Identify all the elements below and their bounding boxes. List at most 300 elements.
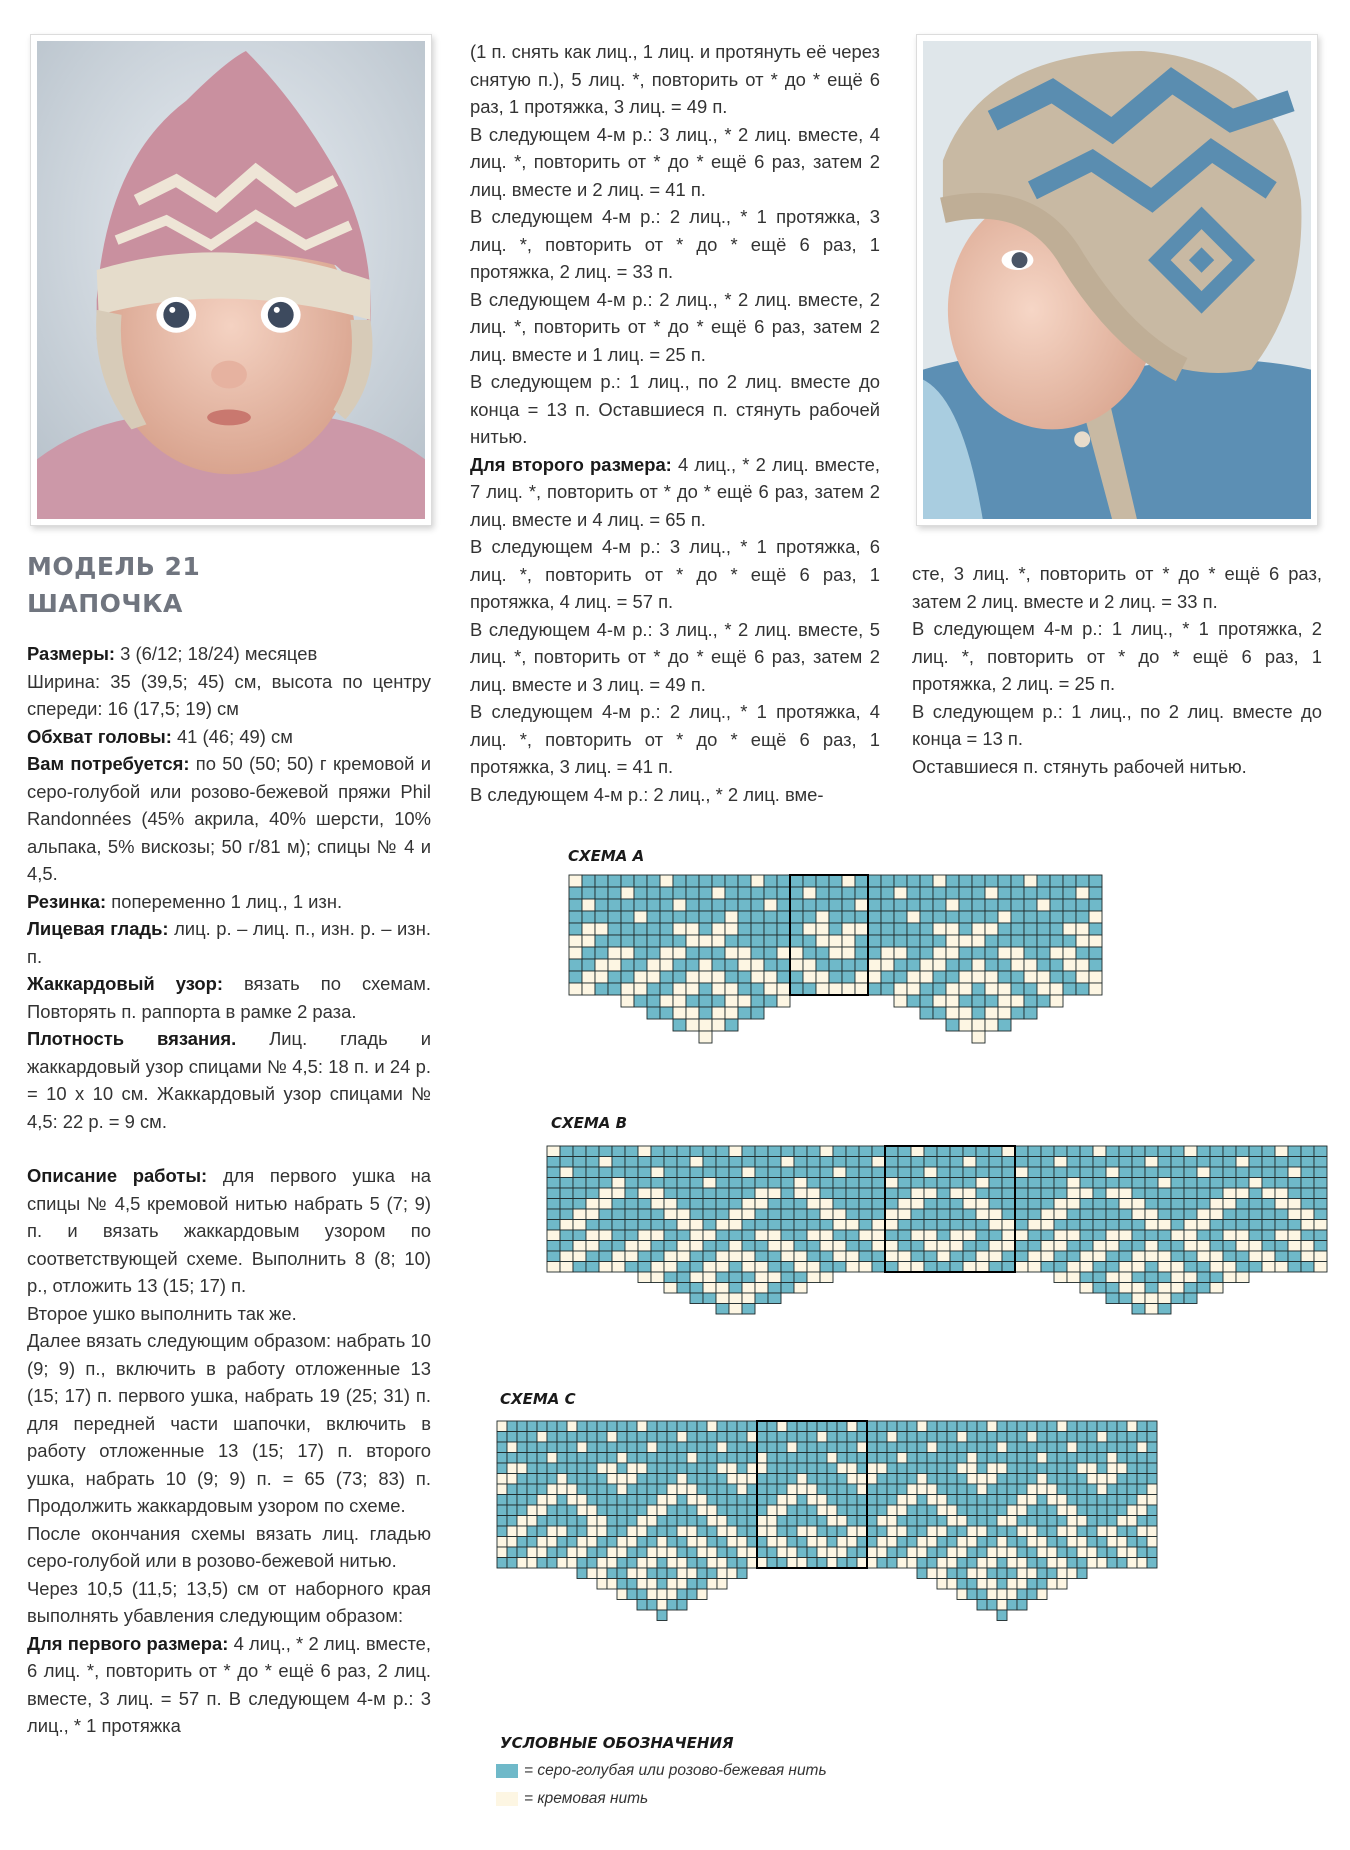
- chart-cell: [527, 1421, 537, 1432]
- chart-cell: [947, 1432, 957, 1443]
- chart-cell: [667, 1547, 677, 1558]
- chart-cell: [1145, 1199, 1158, 1210]
- chart-cell: [1057, 1463, 1067, 1474]
- chart-cell: [1210, 1220, 1223, 1231]
- chart-cell: [582, 911, 595, 923]
- chart-cell: [1093, 1272, 1106, 1283]
- chart-cell: [764, 899, 777, 911]
- chart-cell: [1145, 1157, 1158, 1168]
- chart-cell: [1210, 1167, 1223, 1178]
- chart-cell: [1080, 1178, 1093, 1189]
- chart-cell: [567, 1421, 577, 1432]
- chart-cell: [867, 1516, 877, 1527]
- chart-cell: [657, 1600, 667, 1611]
- chart-cell: [617, 1421, 627, 1432]
- chart-cell: [667, 1484, 677, 1495]
- chart-cell: [937, 1262, 950, 1273]
- chart-cell: [1011, 875, 1024, 887]
- chart-cell: [577, 1495, 587, 1506]
- chart-cell: [1017, 1453, 1027, 1464]
- chart-cell: [1037, 1558, 1047, 1569]
- chart-cell: [573, 1241, 586, 1252]
- chart-cell: [1002, 1262, 1015, 1273]
- chart-cell: [1077, 1526, 1087, 1537]
- chart-cell: [707, 1516, 717, 1527]
- chart-cell: [573, 1178, 586, 1189]
- chart-cell: [1063, 983, 1076, 995]
- paragraph-text: В следующем 4-м р.: 2 лиц., * 1 протяжка, 3 лиц. *, повторить от * до * ещё 6 раз, 1 протяжка, 2 лиц. = 33 п.: [470, 206, 880, 282]
- chart-cell: [587, 1547, 597, 1558]
- chart-cell: [777, 1432, 787, 1443]
- chart-cell: [1275, 1251, 1288, 1262]
- chart-cell: [687, 1442, 697, 1453]
- chart-cell: [768, 1262, 781, 1273]
- chart-cell: [1097, 1474, 1107, 1485]
- chart-cell: [1288, 1241, 1301, 1252]
- chart-cell: [1223, 1199, 1236, 1210]
- chart-cell: [716, 1262, 729, 1273]
- chart-cell: [717, 1432, 727, 1443]
- chart-cell: [937, 1241, 950, 1252]
- chart-cell: [757, 1516, 767, 1527]
- chart-cell: [989, 1241, 1002, 1252]
- chart-cell: [827, 1516, 837, 1527]
- chart-cell: [1236, 1230, 1249, 1241]
- chart-cell: [599, 1220, 612, 1231]
- chart-cell: [1210, 1146, 1223, 1157]
- chart-cell: [727, 1495, 737, 1506]
- chart-cell: [1210, 1241, 1223, 1252]
- chart-cell: [664, 1220, 677, 1231]
- chart-cell: [1314, 1178, 1327, 1189]
- chart-cell: [1117, 1453, 1127, 1464]
- chart-cell: [1249, 1188, 1262, 1199]
- chart-cell: [1145, 1178, 1158, 1189]
- chart-cell: [657, 1537, 667, 1548]
- chart-cell: [716, 1241, 729, 1252]
- chart-cell: [1249, 1178, 1262, 1189]
- chart-cell: [1127, 1463, 1137, 1474]
- chart-cell: [725, 983, 738, 995]
- chart-cell: [1262, 1220, 1275, 1231]
- chart-cell: [1197, 1283, 1210, 1294]
- chart-cell: [963, 1157, 976, 1168]
- chart-cell: [947, 1558, 957, 1569]
- chart-cell: [587, 1526, 597, 1537]
- chart-cell: [985, 935, 998, 947]
- chart-cell: [1017, 1432, 1027, 1443]
- legend-title: УСЛОВНЫЕ ОБОЗНАЧЕНИЯ: [500, 1734, 734, 1752]
- chart-cell: [1007, 1558, 1017, 1569]
- chart-cell: [907, 1505, 917, 1516]
- chart-cell: [1132, 1220, 1145, 1231]
- chart-cell: [634, 971, 647, 983]
- chart-cell: [687, 1516, 697, 1527]
- chart-cell: [587, 1484, 597, 1495]
- chart-cell: [517, 1421, 527, 1432]
- chart-cell: [707, 1474, 717, 1485]
- chart-cell: [998, 935, 1011, 947]
- chart-cell: [927, 1526, 937, 1537]
- chart-cell: [867, 1558, 877, 1569]
- chart-cell: [1262, 1178, 1275, 1189]
- chart-cell: [1106, 1251, 1119, 1262]
- chart-cell: [977, 1589, 987, 1600]
- chart-cell: [1184, 1272, 1197, 1283]
- chart-cell: [933, 959, 946, 971]
- chart-cell: [690, 1293, 703, 1304]
- chart-cell: [807, 1220, 820, 1231]
- chart-cell: [937, 1505, 947, 1516]
- chart-cell: [687, 1589, 697, 1600]
- chart-cell: [599, 1188, 612, 1199]
- chart-cell: [677, 1547, 687, 1558]
- chart-cell: [625, 1209, 638, 1220]
- chart-cell: [717, 1442, 727, 1453]
- chart-cell: [911, 1209, 924, 1220]
- chart-cell: [517, 1537, 527, 1548]
- chart-cell: [673, 923, 686, 935]
- chart-cell: [699, 1031, 712, 1043]
- swatch-cream-icon: [496, 1792, 518, 1806]
- chart-cell: [657, 1421, 667, 1432]
- chart-cell: [946, 1019, 959, 1031]
- chart-cell: [947, 1495, 957, 1506]
- chart-cell: [807, 1251, 820, 1262]
- chart-cell: [1015, 1220, 1028, 1231]
- chart-cell: [898, 1251, 911, 1262]
- chart-cell: [1147, 1484, 1157, 1495]
- chart-cell: [1158, 1178, 1171, 1189]
- chart-cell: [1275, 1241, 1288, 1252]
- chart-cell: [867, 1442, 877, 1453]
- chart-cell: [977, 1421, 987, 1432]
- chart-cell: [569, 887, 582, 899]
- chart-cell: [1132, 1262, 1145, 1273]
- chart-cell: [1017, 1589, 1027, 1600]
- chart-cell: [807, 1199, 820, 1210]
- chart-cell: [907, 1453, 917, 1464]
- chart-cell: [946, 935, 959, 947]
- chart-cell: [842, 911, 855, 923]
- chart-cell: [1275, 1209, 1288, 1220]
- chart-cell: [946, 911, 959, 923]
- chart-cell: [747, 1463, 757, 1474]
- chart-cell: [907, 911, 920, 923]
- chart-cell: [1171, 1209, 1184, 1220]
- paragraph-heading: Размеры:: [27, 643, 116, 664]
- chart-cell: [972, 911, 985, 923]
- chart-cell: [1077, 1453, 1087, 1464]
- chart-cell: [1089, 971, 1102, 983]
- chart-cell: [587, 1453, 597, 1464]
- chart-cell: [569, 959, 582, 971]
- chart-cell: [667, 1516, 677, 1527]
- chart-cell: [917, 1432, 927, 1443]
- chart-cell: [816, 947, 829, 959]
- chart-cell: [1011, 971, 1024, 983]
- chart-cell: [827, 1421, 837, 1432]
- chart-cell: [664, 1209, 677, 1220]
- chart-cell: [764, 971, 777, 983]
- chart-cell: [1171, 1262, 1184, 1273]
- chart-cell: [727, 1558, 737, 1569]
- chart-cell: [725, 935, 738, 947]
- chart-cell: [607, 1558, 617, 1569]
- chart-cell: [1236, 1209, 1249, 1220]
- chart-cell: [946, 995, 959, 1007]
- chart-cell: [627, 1484, 637, 1495]
- chart-cell: [777, 1463, 787, 1474]
- chart-cell: [586, 1220, 599, 1231]
- chart-cell: [767, 1516, 777, 1527]
- chart-cell: [1171, 1230, 1184, 1241]
- chart-cell: [985, 983, 998, 995]
- chart-cell: [768, 1178, 781, 1189]
- chart-cell: [1047, 1463, 1057, 1474]
- chart-cell: [827, 1463, 837, 1474]
- paragraph-text: В следующем 4-м р.: 2 лиц., * 1 протяжка, 4 лиц. *, повторить от * до * ещё 6 раз, 1 протяжка, 3 лиц. = 41 п.: [470, 701, 880, 777]
- chart-cell: [717, 1484, 727, 1495]
- chart-cell: [1050, 899, 1063, 911]
- paragraph-text: Ширина: 35 (39,5; 45) см, высота по центру спереди: 16 (17,5; 19) см: [27, 670, 431, 719]
- chart-cell: [757, 1484, 767, 1495]
- chart-cell: [997, 1484, 1007, 1495]
- chart-cell: [597, 1453, 607, 1464]
- chart-cell: [660, 887, 673, 899]
- photo-baby-blue-hat: [916, 34, 1318, 526]
- chart-cell: [657, 1484, 667, 1495]
- chart-cell: [660, 995, 673, 1007]
- chart-cell: [987, 1463, 997, 1474]
- chart-cell: [1024, 947, 1037, 959]
- chart-cell: [1047, 1537, 1057, 1548]
- chart-cell: [807, 1484, 817, 1495]
- chart-cell: [897, 1516, 907, 1527]
- chart-cell: [638, 1146, 651, 1157]
- chart-cell: [1087, 1463, 1097, 1474]
- chart-cell: [742, 1188, 755, 1199]
- chart-cell: [547, 1157, 560, 1168]
- chart-cell: [597, 1484, 607, 1495]
- chart-cell: [907, 995, 920, 1007]
- chart-cell: [1041, 1220, 1054, 1231]
- chart-cell: [664, 1167, 677, 1178]
- chart-cell: [747, 1432, 757, 1443]
- chart-cell: [907, 923, 920, 935]
- chart-cell: [677, 1220, 690, 1231]
- chart-cell: [897, 1442, 907, 1453]
- chart-cell: [747, 1516, 757, 1527]
- chart-cell: [957, 1474, 967, 1485]
- chart-cell: [1087, 1474, 1097, 1485]
- chart-cell: [1087, 1421, 1097, 1432]
- paragraph: [470, 38, 880, 121]
- chart-cell: [677, 1209, 690, 1220]
- chart-cell: [1087, 1526, 1097, 1537]
- chart-cell: [1145, 1220, 1158, 1231]
- chart-cell: [1077, 1442, 1087, 1453]
- chart-cell: [717, 1516, 727, 1527]
- chart-cell: [621, 935, 634, 947]
- chart-cell: [677, 1167, 690, 1178]
- chart-cell: [716, 1251, 729, 1262]
- chart-cell: [920, 887, 933, 899]
- chart-cell: [907, 935, 920, 947]
- chart-cell: [976, 1146, 989, 1157]
- chart-cell: [1054, 1199, 1067, 1210]
- chart-cell: [595, 911, 608, 923]
- chart-cell: [1236, 1199, 1249, 1210]
- chart-cell: [1011, 983, 1024, 995]
- chart-cell: [842, 875, 855, 887]
- chart-cell: [677, 1199, 690, 1210]
- chart-cell: [1158, 1304, 1171, 1315]
- chart-cell: [497, 1463, 507, 1474]
- chart-cell: [712, 935, 725, 947]
- chart-cell: [764, 995, 777, 1007]
- chart-cell: [859, 1199, 872, 1210]
- chart-cell: [1028, 1178, 1041, 1189]
- chart-cell: [924, 1241, 937, 1252]
- chart-cell: [855, 935, 868, 947]
- chart-cell: [587, 1474, 597, 1485]
- chart-cell: [777, 911, 790, 923]
- chart-cell: [924, 1262, 937, 1273]
- chart-cell: [716, 1167, 729, 1178]
- chart-cell: [677, 1484, 687, 1495]
- chart-cell: [794, 1178, 807, 1189]
- chart-cell: [527, 1453, 537, 1464]
- chart-cell: [977, 1495, 987, 1506]
- chart-cell: [1288, 1199, 1301, 1210]
- chart-cell: [1107, 1442, 1117, 1453]
- chart-cell: [887, 1453, 897, 1464]
- chart-cell: [1236, 1178, 1249, 1189]
- chart-cell: [677, 1463, 687, 1474]
- chart-cell: [917, 1547, 927, 1558]
- chart-cell: [727, 1484, 737, 1495]
- chart-cell: [1132, 1157, 1145, 1168]
- chart-cell: [920, 899, 933, 911]
- chart-cell: [768, 1188, 781, 1199]
- chart-cell: [638, 1199, 651, 1210]
- chart-cell: [1028, 1146, 1041, 1157]
- chart-cell: [959, 947, 972, 959]
- chart-cell: [1127, 1526, 1137, 1537]
- chart-cell: [898, 1167, 911, 1178]
- chart-cell: [717, 1579, 727, 1590]
- chart-cell: [537, 1495, 547, 1506]
- chart-cell: [777, 971, 790, 983]
- chart-cell: [768, 1230, 781, 1241]
- chart-cell: [881, 875, 894, 887]
- chart-cell: [1301, 1220, 1314, 1231]
- chart-cell: [1027, 1526, 1037, 1537]
- chart-cell: [657, 1442, 667, 1453]
- chart-cell: [677, 1157, 690, 1168]
- chart-cell: [1050, 887, 1063, 899]
- chart-cell: [911, 1157, 924, 1168]
- chart-cell: [924, 1178, 937, 1189]
- chart-cell: [911, 1220, 924, 1231]
- chart-cell: [560, 1262, 573, 1273]
- chart-cell: [1275, 1199, 1288, 1210]
- chart-cell: [547, 1474, 557, 1485]
- chart-cell: [917, 1442, 927, 1453]
- chart-cell: [859, 1251, 872, 1262]
- chart-cell: [1017, 1442, 1027, 1453]
- chart-cell: [608, 923, 621, 935]
- chart-cell: [638, 1209, 651, 1220]
- chart-cell: [647, 1007, 660, 1019]
- chart-cell: [612, 1167, 625, 1178]
- chart-cell: [647, 947, 660, 959]
- chart-cell: [1097, 1516, 1107, 1527]
- chart-cell: [712, 947, 725, 959]
- chart-cell: [751, 923, 764, 935]
- chart-cell: [967, 1505, 977, 1516]
- chart-cell: [621, 923, 634, 935]
- chart-cell: [621, 995, 634, 1007]
- chart-cell: [777, 1484, 787, 1495]
- chart-cell: [1106, 1220, 1119, 1231]
- chart-cell: [755, 1241, 768, 1252]
- chart-cell: [820, 1220, 833, 1231]
- chart-cell: [829, 899, 842, 911]
- chart-cell: [587, 1558, 597, 1569]
- chart-cell: [976, 1178, 989, 1189]
- chart-cell: [997, 1463, 1007, 1474]
- paragraph-heading: Лицевая гладь:: [27, 918, 169, 939]
- chart-cell: [747, 1421, 757, 1432]
- chart-cell: [1015, 1167, 1028, 1178]
- chart-cell: [1132, 1230, 1145, 1241]
- chart-cell: [1223, 1146, 1236, 1157]
- chart-cell: [977, 1442, 987, 1453]
- chart-cell: [907, 971, 920, 983]
- chart-cell: [707, 1547, 717, 1558]
- chart-cell: [717, 1495, 727, 1506]
- chart-cell: [820, 1178, 833, 1189]
- chart-cell: [647, 1537, 657, 1548]
- chart-cell: [987, 1589, 997, 1600]
- chart-cell: [1301, 1251, 1314, 1262]
- chart-cell: [1197, 1251, 1210, 1262]
- chart-cell: [634, 983, 647, 995]
- chart-cell: [547, 1251, 560, 1262]
- chart-cell: [582, 971, 595, 983]
- chart-cell: [937, 1432, 947, 1443]
- chart-cell: [647, 1442, 657, 1453]
- chart-cell: [1011, 959, 1024, 971]
- chart-cell: [657, 1547, 667, 1558]
- chart-cell: [1037, 971, 1050, 983]
- chart-cell: [1093, 1209, 1106, 1220]
- chart-cell: [573, 1209, 586, 1220]
- chart-cell: [1171, 1157, 1184, 1168]
- chart-cell: [1002, 1157, 1015, 1168]
- chart-cell: [607, 1453, 617, 1464]
- chart-cell: [1158, 1157, 1171, 1168]
- chart-cell: [1097, 1432, 1107, 1443]
- chart-cell: [917, 1453, 927, 1464]
- chart-cell: [738, 887, 751, 899]
- chart-cell: [1184, 1146, 1197, 1157]
- chart-cell: [751, 887, 764, 899]
- chart-cell: [937, 1421, 947, 1432]
- chart-cell: [963, 1146, 976, 1157]
